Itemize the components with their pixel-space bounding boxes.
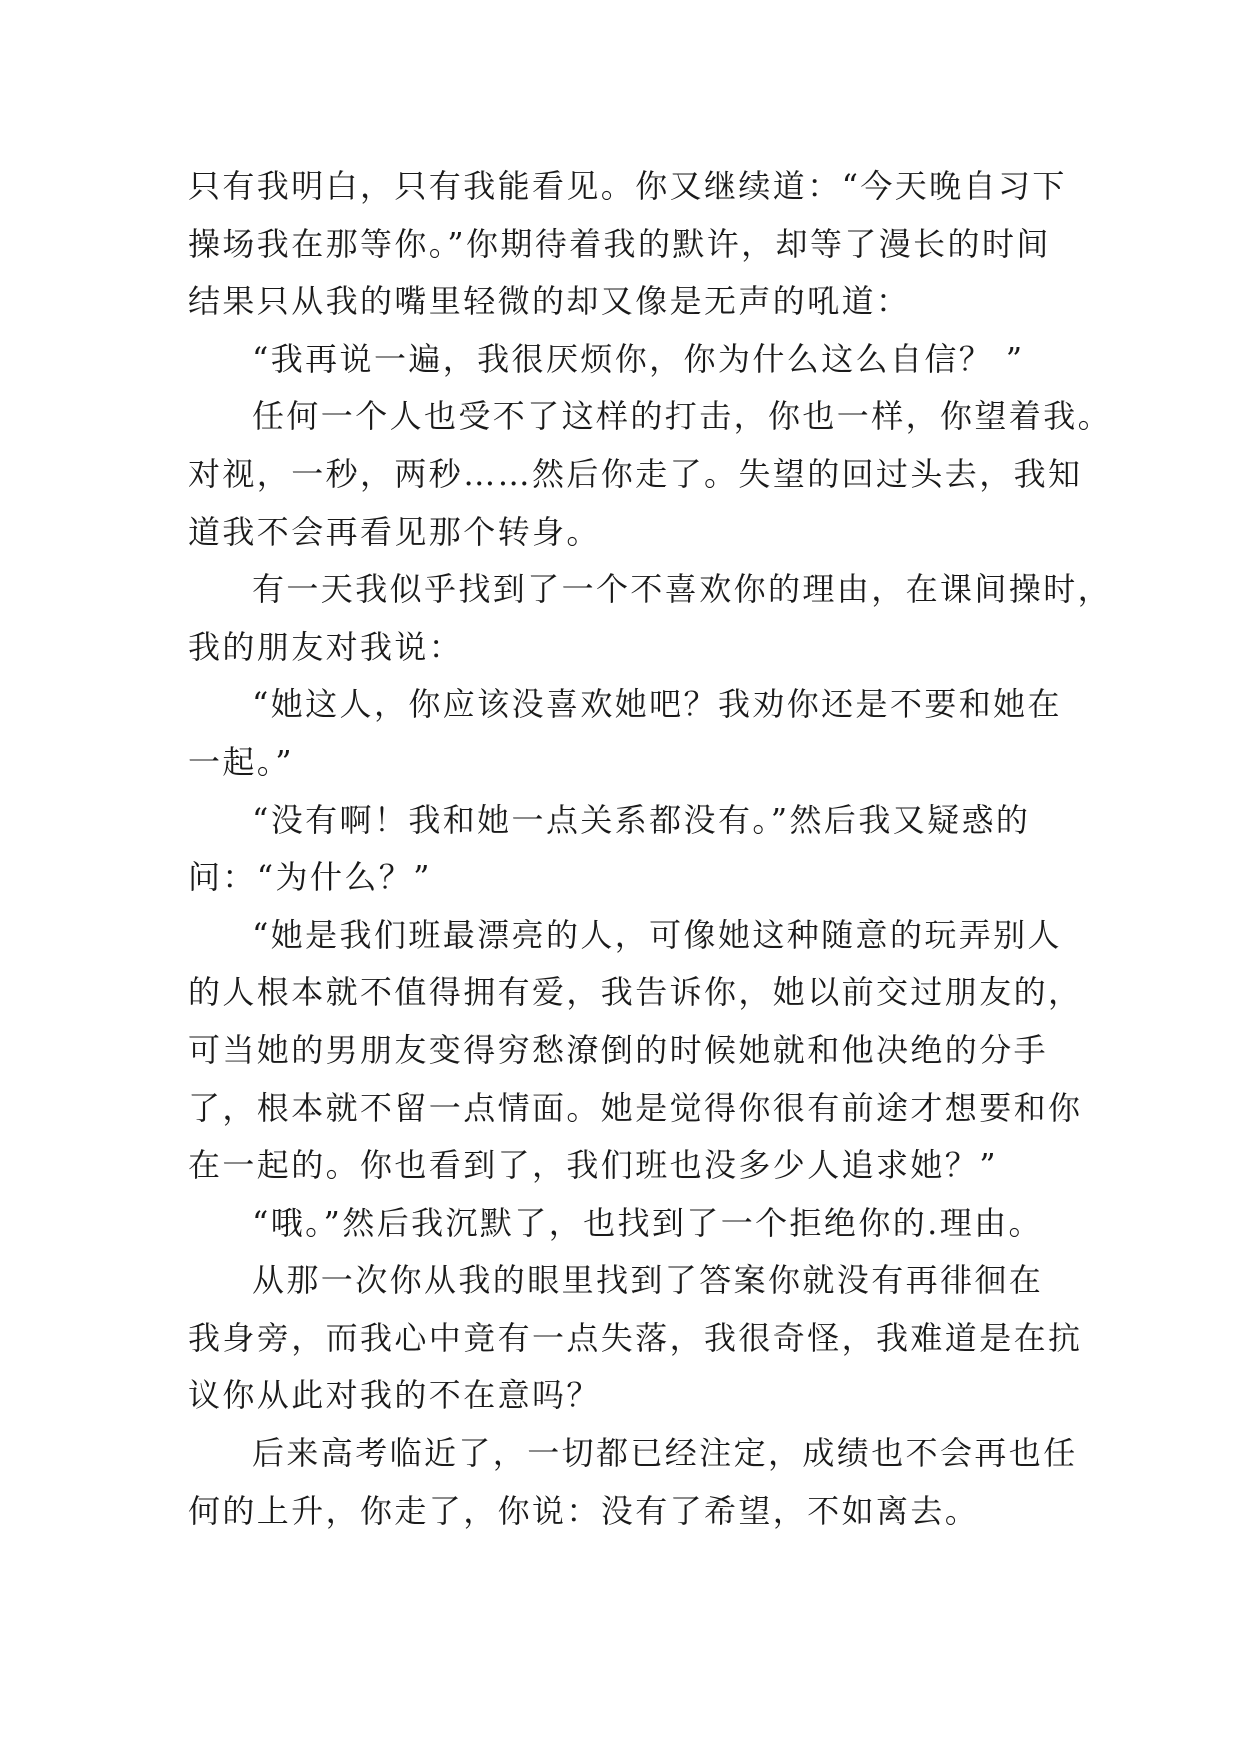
- text-line-23: 后来高考临近了，一切都已经注定，成绩也不会再也任: [252, 1434, 1078, 1473]
- text-line-2: 操场我在那等你。”你期待着我的默许，却等了漫长的时间: [188, 224, 1051, 263]
- text-line-7: 道我不会再看见那个转身。: [188, 512, 601, 551]
- text-line-18: 在一起的。你也看到了，我们班也没多少人追求她？”: [188, 1146, 998, 1185]
- text-line-13: 问：“为什么？”: [188, 858, 432, 897]
- text-line-3: 结果只从我的嘴里轻微的却又像是无声的吼道：: [188, 282, 911, 321]
- text-line-16: 可当她的男朋友变得穷愁潦倒的时候她就和他决绝的分手: [188, 1030, 1049, 1069]
- text-line-12: “没有啊！我和她一点关系都没有。”然后我又疑惑的: [252, 800, 1031, 839]
- text-line-24: 何的上升，你走了，你说：没有了希望，不如离去。: [188, 1491, 980, 1530]
- text-line-17: 了，根本就不留一点情面。她是觉得你很有前途才想要和你: [188, 1088, 1083, 1127]
- text-line-21: 我身旁，而我心中竟有一点失落，我很奇怪，我难道是在抗: [188, 1318, 1083, 1357]
- text-line-14: “她是我们班最漂亮的人，可像她这种随意的玩弄别人: [252, 915, 1062, 954]
- text-line-19: “哦。”然后我沉默了，也找到了一个拒绝你的.理由。: [252, 1203, 1043, 1242]
- text-line-15: 的人根本就不值得拥有爱，我告诉你，她以前交过朋友的，: [188, 973, 1083, 1012]
- document-body: [188, 158, 1113, 1540]
- text-line-20: 从那一次你从我的眼里找到了答案你就没有再徘徊在: [252, 1261, 1044, 1300]
- text-line-5: 任何一个人也受不了这样的打击，你也一样，你望着我。: [252, 397, 1113, 436]
- text-line-10: “她这人，你应该没喜欢她吧？我劝你还是不要和她在: [252, 685, 1062, 724]
- text-line-1: 只有我明白，只有我能看见。你又继续道：“今天晚自习下: [188, 167, 1067, 205]
- text-line-6: 对视，一秒，两秒……然后你走了。失望的回过头去，我知: [188, 454, 1083, 493]
- text-line-22: 议你从此对我的不在意吗？: [188, 1376, 601, 1415]
- text-line-8: 有一天我似乎找到了一个不喜欢你的理由，在课间操时，: [252, 570, 1113, 609]
- text-line-4: “我再说一遍，我很厌烦你，你为什么这么自信？ ”: [252, 339, 1025, 378]
- text-line-11: 一起。”: [188, 742, 294, 781]
- text-line-9: 我的朋友对我说：: [188, 627, 464, 666]
